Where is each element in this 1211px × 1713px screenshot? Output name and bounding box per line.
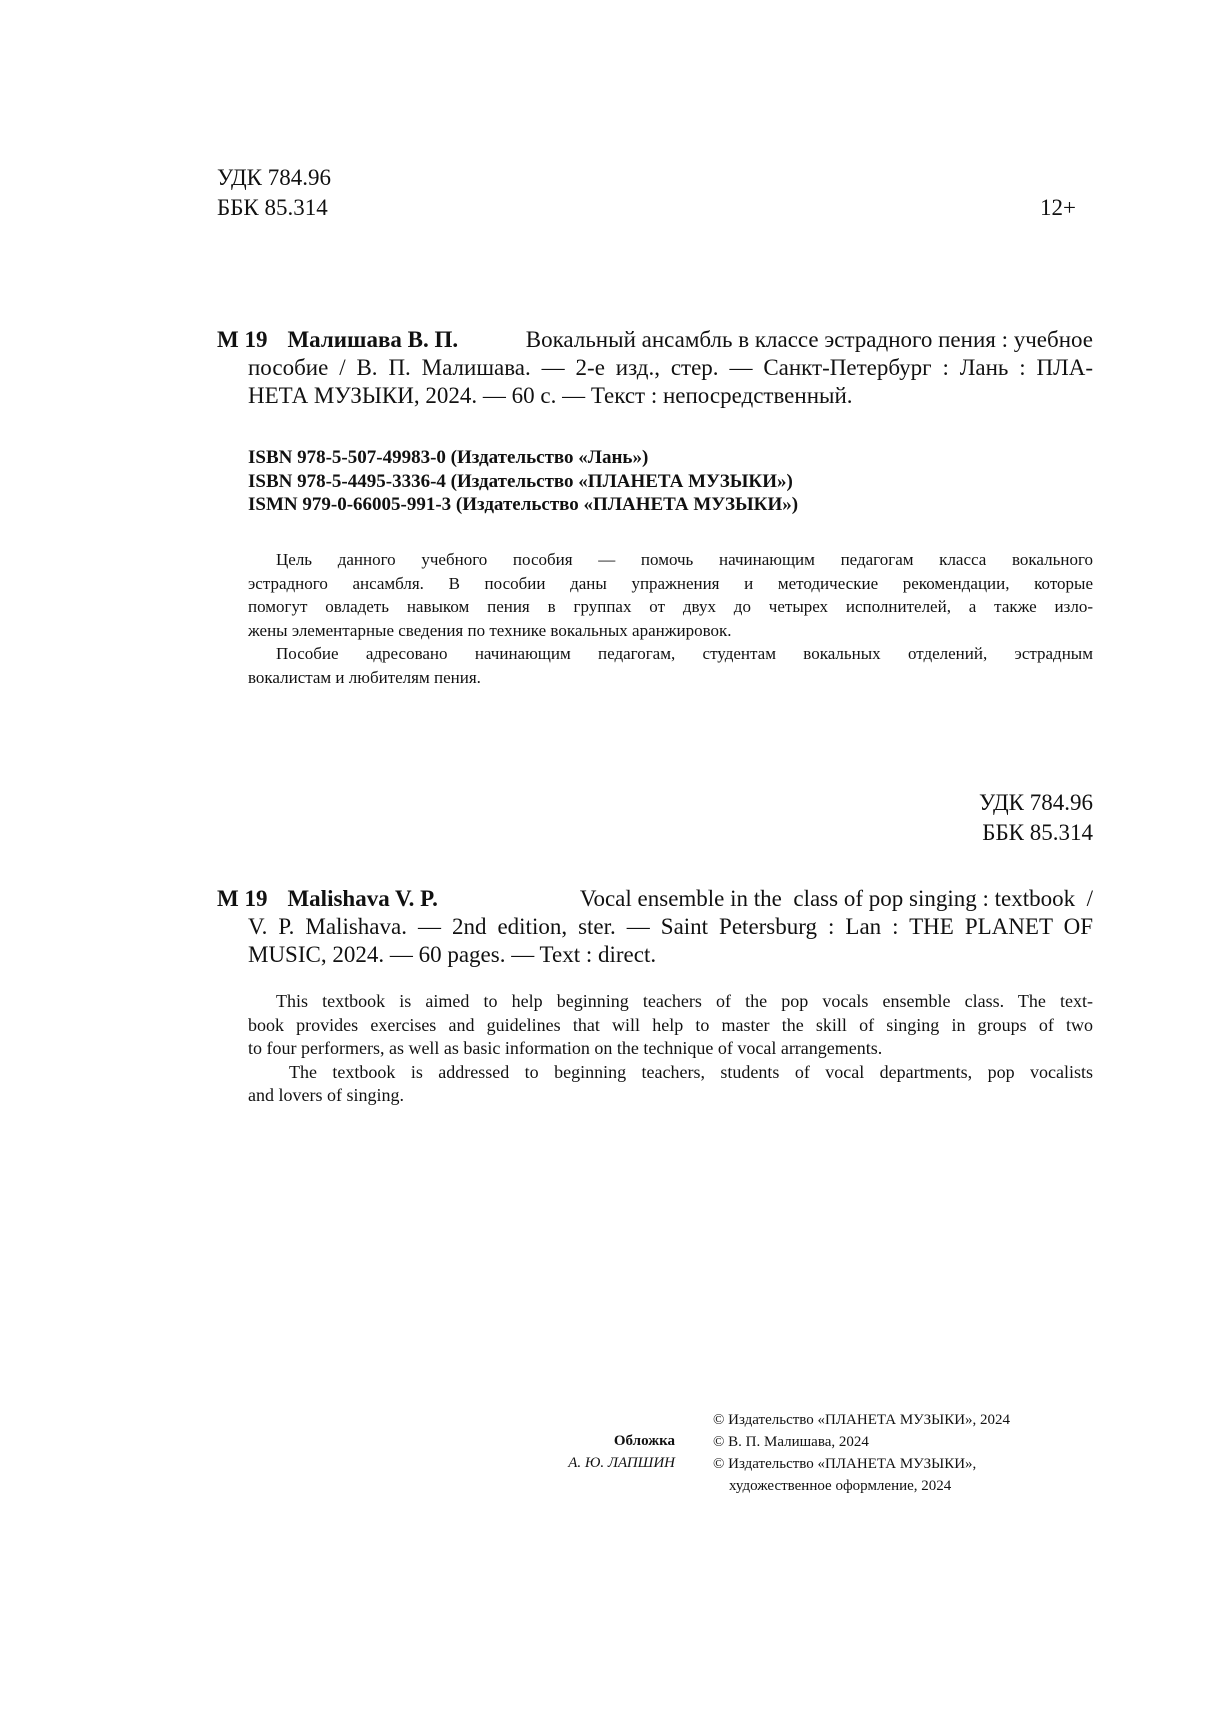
cover-credit: [568, 1430, 675, 1474]
copyright-line: © Издательство «ПЛАНЕТА МУЗЫКИ»,: [713, 1456, 977, 1472]
en-abstract-line: This textbook is aimed to help beginning teachers of the pop vocals ensemble class. The text-: [276, 991, 1093, 1011]
ru-entry: [217, 326, 1093, 410]
en-entry-author: Malishava V. P.: [287, 886, 438, 911]
mid-bbk: ББК 85.314: [982, 820, 1093, 845]
en-abstract-line: and lovers of singing.: [248, 1085, 404, 1105]
age-rating: 12+: [1040, 195, 1076, 220]
ru-entry-line3: НЕТА МУЗЫКИ, 2024. — 60 с. — Текст : непосредственный.: [248, 383, 853, 408]
ru-abstract-line: жены элементарные сведения по технике вокальных аранжировок.: [248, 620, 732, 640]
en-abstract-line: book provides exercises and guidelines that will help to master the skill of singing in groups of two: [248, 1014, 1093, 1035]
ru-abstract-line: Цель данного учебного пособия — помочь начинающим педагогам класса вокального: [276, 550, 1093, 569]
en-entry-line1: [217, 885, 1093, 913]
ru-entry-code: М 19: [217, 327, 268, 352]
ru-abstract-line: помогут овладеть навыком пения в группах от двух до четырех исполнителей, а также изло-: [248, 597, 1093, 616]
ru-abstract: [248, 548, 1093, 689]
top-udk: УДК 784.96: [217, 165, 331, 190]
ismn-planet: ISMN 979-0-66005-991-3 (Издательство «ПЛАНЕТА МУЗЫКИ»): [248, 494, 799, 515]
copyright-line: © В. П. Малишава, 2024: [713, 1434, 869, 1450]
en-abstract: [248, 990, 1093, 1108]
isbn-block: [248, 446, 798, 517]
en-entry: [217, 885, 1093, 969]
ru-abstract-line: эстрадного ансамбля. В пособии даны упражнения и методические рекомендации, которые: [248, 573, 1093, 593]
isbn-planet: ISBN 978-5-4495-3336-4 (Издательство «ПЛАНЕТА МУЗЫКИ»): [248, 470, 793, 492]
ru-entry-author: Малишава В. П.: [287, 327, 459, 352]
en-abstract-line: The textbook is addressed to beginning teachers, students of vocal departments, pop vocalists: [289, 1061, 1093, 1082]
en-entry-line3: MUSIC, 2024. — 60 pages. — Text : direct.: [248, 942, 657, 967]
ru-abstract-line: Пособие адресовано начинающим педагогам, студентам вокальных отделений, эстрадным: [276, 644, 1093, 663]
ru-abstract-line: вокалистам и любителям пения.: [248, 667, 481, 687]
ru-entry-line2: пособие / В. П. Малишава. — 2-е изд., стер. — Санкт-Петербург : Лань : ПЛА-: [248, 355, 1093, 380]
ru-entry-line1: [217, 326, 1093, 354]
en-entry-title: Vocal ensemble in the class of pop singing : textbook /: [579, 886, 1093, 911]
cover-label: Обложка: [613, 1433, 675, 1449]
copyright-line: © Издательство «ПЛАНЕТА МУЗЫКИ», 2024: [713, 1412, 1011, 1428]
isbn-lan: ISBN 978-5-507-49983-0 (Издательство «Лань»): [248, 447, 649, 468]
top-bbk: ББК 85.314: [217, 195, 328, 220]
ru-entry-title: Вокальный ансамбль в классе эстрадного пения : учебное: [525, 327, 1093, 352]
en-entry-line2: V. P. Malishava. — 2nd edition, ster. — Saint Petersburg : Lan : THE PLANET OF: [248, 914, 1093, 939]
mid-udk: УДК 784.96: [979, 790, 1093, 815]
en-abstract-line: to four performers, as well as basic information on the technique of vocal arrangements.: [248, 1038, 883, 1058]
copyright-block: [713, 1409, 1010, 1497]
copyright-line: художественное оформление, 2024: [729, 1478, 952, 1494]
cover-artist: А. Ю. ЛАПШИН: [568, 1455, 675, 1471]
en-entry-code: М 19: [217, 886, 268, 911]
